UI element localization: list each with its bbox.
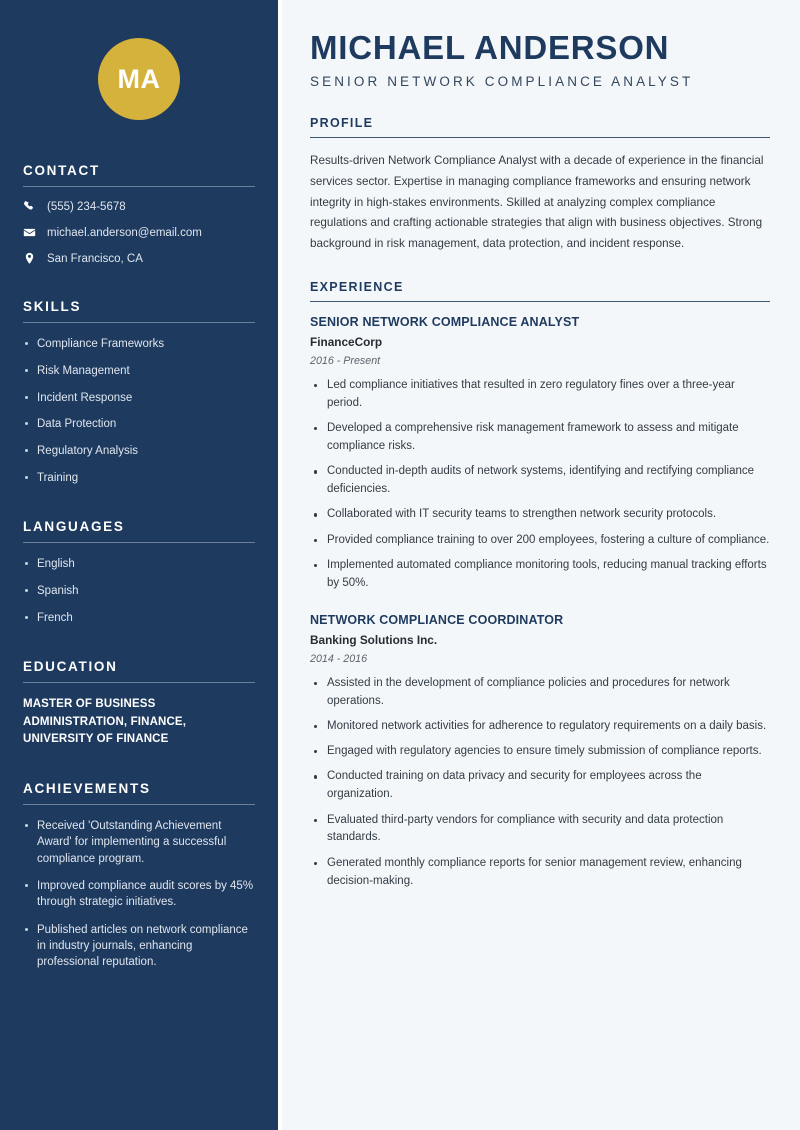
experience-dates: 2016 - Present [310,355,381,368]
divider [23,682,255,683]
sidebar-section-skills [23,299,255,486]
list-item: Risk Management [23,363,255,379]
divider [23,804,255,805]
list-item: Training [23,470,255,486]
divider [310,137,770,138]
experience-role: SENIOR NETWORK COMPLIANCE ANALYST [310,315,580,330]
divider [23,186,255,187]
main-content [282,0,800,1130]
list-item: French [23,610,255,626]
envelope-icon [23,226,36,239]
list-item: Conducted training on data privacy and security for employees across the organization. [310,768,770,804]
list-item: Published articles on network compliance in industry journals, enhancing professional reputation. [23,922,255,971]
achievements-list [23,818,255,971]
experience-entry [310,613,770,891]
sidebar-heading-contact: CONTACT [23,163,100,178]
education-entry: MASTER OF BUSINESS ADMINISTRATION, FINANCE, UNIVERSITY OF FINANCE [23,698,187,746]
page-title: MICHAEL ANDERSON [310,29,670,66]
experience-dates: 2014 - 2016 [310,652,368,665]
list-item: English [23,556,255,572]
list-item: Monitored network activities for adherence to regulatory requirements on a daily basis. [310,718,770,736]
avatar-container [23,0,255,120]
phone-icon [23,200,36,213]
experience-company: Banking Solutions Inc. [310,632,438,647]
list-item: Assisted in the development of compliance policies and procedures for network operations. [310,675,770,711]
experience-company: FinanceCorp [310,335,383,350]
list-item: Evaluated third-party vendors for compliance with security and data protection standards. [310,812,770,848]
list-item: Generated monthly compliance reports for senior management review, enhancing decision-making. [310,855,770,891]
main-section-experience [310,280,770,890]
sidebar [0,0,278,1130]
sidebar-heading-education: EDUCATION [23,659,118,675]
map-pin-icon [23,252,36,265]
main-heading-experience: EXPERIENCE [310,280,404,295]
experience-bullets [310,377,770,593]
list-item: Compliance Frameworks [23,336,255,352]
divider [23,542,255,543]
contact-phone-value: (555) 234-5678 [47,200,126,213]
list-item: Improved compliance audit scores by 45% through strategic initiatives. [23,878,255,911]
languages-list [23,556,255,626]
experience-role: NETWORK COMPLIANCE COORDINATOR [310,612,564,627]
experience-bullets [310,675,770,891]
main-heading-profile: PROFILE [310,115,374,130]
contact-item-location[interactable] [23,252,255,265]
contact-location-value: San Francisco, CA [47,252,143,265]
list-item: Led compliance initiatives that resulted in zero regulatory fines over a three-year period. [310,377,770,413]
list-item: Implemented automated compliance monitoring tools, reducing manual tracking efforts by 50%. [310,557,770,593]
sidebar-section-languages [23,519,255,626]
list-item: Data Protection [23,416,255,432]
experience-entry [310,315,770,593]
sidebar-heading-skills: SKILLS [23,299,82,314]
sidebar-section-education [23,659,255,748]
list-item: Regulatory Analysis [23,443,255,459]
list-item: Developed a comprehensive risk management framework to assess and mitigate compliance risks. [310,420,770,456]
divider [23,322,255,323]
list-item: Provided compliance training to over 200 employees, fostering a culture of compliance. [310,532,770,550]
avatar: MA [98,38,180,120]
sidebar-section-contact [23,163,255,265]
profile-text: Results-driven Network Compliance Analyst with a decade of experience in the financial services sector. Expertise in managing compliance frameworks and ensuring network integrity in high-stakes environments. Skilled at analyzing complex compliance regulations and crafting actionable strategies that align with business objectives. Strong background in risk management, data protection, and incident response. [310,153,764,251]
list-item: Spanish [23,583,255,599]
divider [310,301,770,302]
main-section-profile [310,116,770,255]
list-item: Received 'Outstanding Achievement Award' for implementing a successful compliance program. [23,818,255,867]
contact-item-phone[interactable] [23,200,255,213]
skills-list [23,336,255,486]
sidebar-heading-achievements: ACHIEVEMENTS [23,780,151,796]
sidebar-heading-languages: LANGUAGES [23,519,125,535]
list-item: Incident Response [23,390,255,406]
list-item: Collaborated with IT security teams to strengthen network security protocols. [310,506,770,524]
list-item: Engaged with regulatory agencies to ensure timely submission of compliance reports. [310,743,770,761]
headline-job-title: SENIOR NETWORK COMPLIANCE ANALYST [310,73,694,89]
sidebar-section-achievements [23,781,255,971]
list-item: Conducted in-depth audits of network systems, identifying and rectifying compliance deficiencies. [310,463,770,499]
contact-email-value: michael.anderson@email.com [47,226,202,239]
contact-item-email[interactable] [23,226,255,239]
